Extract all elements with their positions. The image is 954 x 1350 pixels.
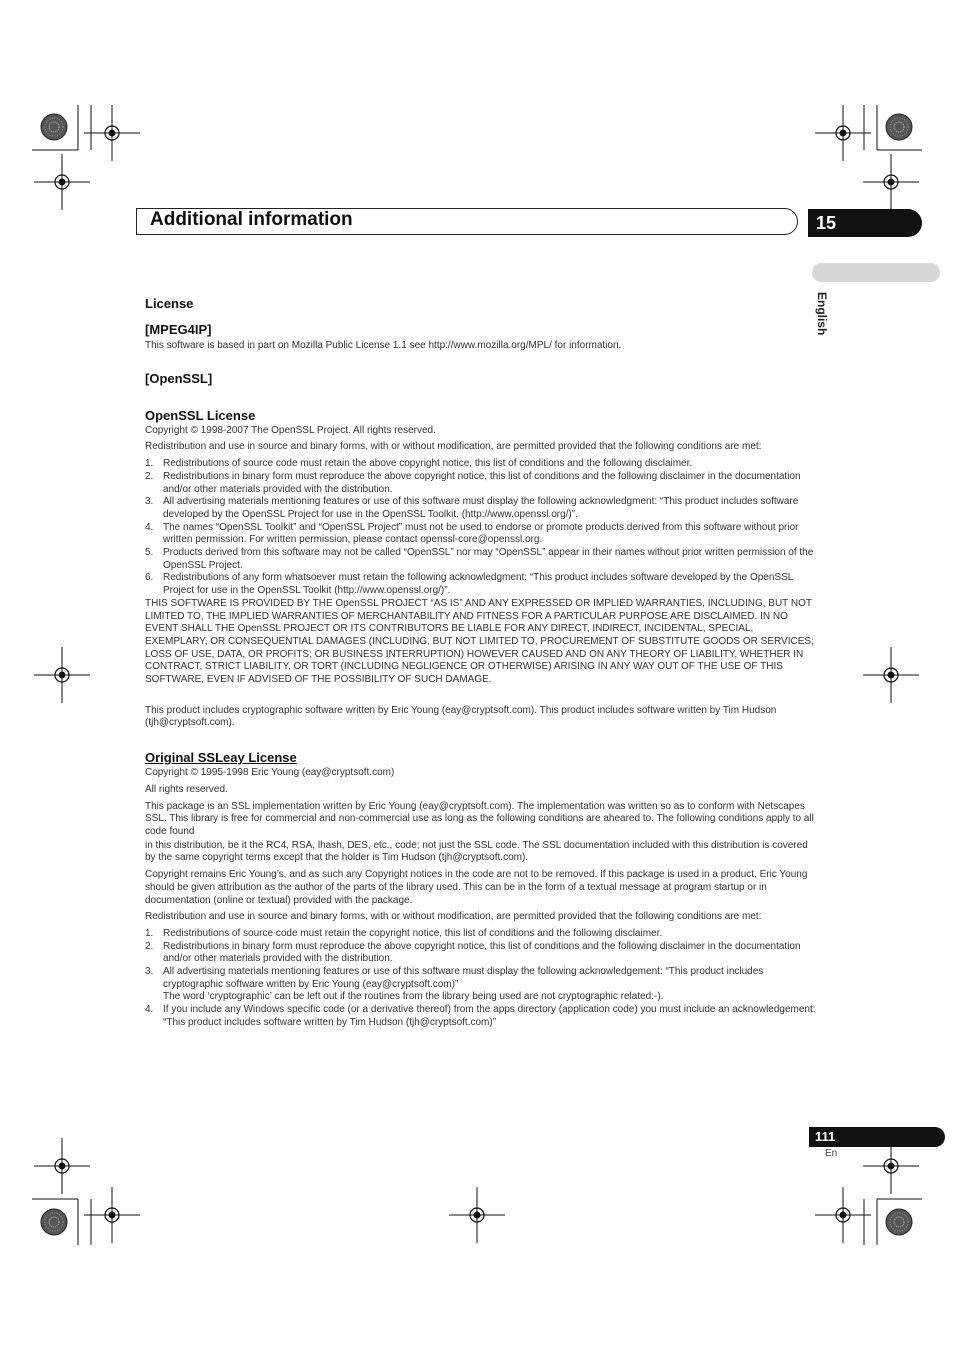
openssl-disclaimer: THIS SOFTWARE IS PROVIDED BY THE OpenSSL PROJECT “AS IS” AND ANY EXPRESSED OR IMPLIED WARRANTIES, INCLUDING, BUT NOT LIMITED TO, THE IMPLIED WARRANTIES OF MERCHANTABILITY AND FITNESS FOR A PARTICULAR PURPOSE ARE DISCLAIMED. IN NO EVENT SHALL THE OpenSSL PROJECT OR ITS CONTRIBUTORS BE LIABLE FOR ANY DIRECT, INDIRECT, INCIDENTAL, SPECIAL, EXEMPLARY, OR CONSEQUENTIAL DAMAGES (INCLUDING, BUT NOT LIMITED TO, PROCUREMENT OF SUBSTITUTE GOODS OR SERVICES; LOSS OF USE, DATA, OR PROFITS; OR BUSINESS INTERRUPTION) HOWEVER CAUSED AND ON ANY THEORY OF LIABILITY, WHETHER IN CONTRACT, STRICT LIABILITY, OR TORT (INCLUDING NEGLIGENCE OR OTHERWISE) ARISING IN ANY WAY OUT OF THE USE OF THIS SOFTWARE, EVEN IF ADVISED OF THE POSSIBILITY OF SUCH DAMAGE. <box>145 597 814 686</box>
page-language-code: En <box>825 1148 838 1159</box>
list-item: 1. Redistributions of source code must retain the copyright notice, this list of conditions and the following disclaimer. <box>145 927 663 939</box>
list-item: 4. If you include any Windows specific code (or a derivative thereof) from the apps directory (application code) you must include an acknowledgement: “This product includes software written by Tim Hudson (tjh@cryptsoft.com)” <box>145 1004 816 1028</box>
page-title: Additional information <box>150 209 353 230</box>
ssleay-intro: Redistribution and use in source and binary forms, with or without modification, are permitted provided that the following conditions are met: <box>145 911 762 923</box>
ssleay-paragraph-1: This package is an SSL implementation written by Eric Young (eay@cryptsoft.com). The implementation was written so as to conform with Netscapes SSL. This library is free for commercial and non-commercial use as long as the following conditions are aheared to. The following conditions apply to all code found <box>145 800 814 837</box>
mpeg4ip-heading: [MPEG4IP] <box>145 322 212 337</box>
chapter-badge: 15 <box>808 209 922 237</box>
list-item: 2. Redistributions in binary form must reproduce the above copyright notice, this list of conditions and the following disclaimer in the documentation and/or other materials provided with the distribution. <box>145 940 801 965</box>
list-item: 6. Redistributions of any form whatsoever must retain the following acknowledgment: “This product includes software developed by the OpenSSL Project for use in the OpenSSL Toolkit (http://www.openssl.org/)”. <box>145 572 793 597</box>
license-heading: License <box>145 296 194 311</box>
ssleay-conditions-list <box>145 928 817 1030</box>
list-item: 5. Products derived from this software may not be called “OpenSSL” nor may “OpenSSL” appear in their names without prior written permission of the OpenSSL Project. <box>145 547 814 571</box>
ssleay-paragraph-3: Copyright remains Eric Young’s, and as such any Copyright notices in the code are not to be removed. If this package is used in a product, Eric Young should be given attribution as the author of the parts of the library used. This can be in the form of a textual message at program startup or in documentation (online or textual) provided with the package. <box>145 869 808 906</box>
ssleay-heading: Original SSLeay License <box>145 750 297 766</box>
openssl-license-heading: OpenSSL License <box>145 407 256 423</box>
list-item: 4. The names “OpenSSL Toolkit” and “OpenSSL Project” must not be used to endorse or promote products derived from this software without prior written permission. For written permission, please contact openssl-core@openssl.org. <box>145 521 799 546</box>
list-item: 3. All advertising materials mentioning features or use of this software must display the following acknowledgement: “This product includes cryptographic software written by Eric Young (eay@cryptsoft.com)” The word ‘cryptographic’ can be left out if the routines from the library being used are not cryptographic related:-). <box>145 966 764 1003</box>
ssleay-rights: All rights reserved. <box>145 783 228 795</box>
list-item: 1. Redistributions of source code must retain the above copyright notice, this list of conditions and the following disclaimer. <box>145 458 693 470</box>
list-item: 3. All advertising materials mentioning features or use of this software must display the following acknowledgment: “This product includes software developed by the OpenSSL Project for use in the OpenSSL Toolkit. (http://www.openssl.org/)”. <box>145 496 799 520</box>
ssleay-paragraph-2: in this distribution, be it the RC4, RSA, lhash, DES, etc., code; not just the SSL code. The SSL documentation included with this distribution is covered by the same copyright terms except that the holder is Tim Hudson (tjh@cryptsoft.com). <box>145 839 808 864</box>
language-label: English <box>815 292 829 336</box>
main-content <box>145 296 817 1030</box>
openssl-conditions-list <box>145 458 817 598</box>
language-tab <box>812 263 940 282</box>
page-number-badge: 111 <box>809 1127 945 1147</box>
list-item: 2. Redistributions in binary form must reproduce the above copyright notice, this list of conditions and the following disclaimer in the documentation and/or other materials provided with the distribution. <box>145 470 801 495</box>
openssl-copyright: Copyright © 1998-2007 The OpenSSL Project. All rights reserved. <box>145 424 436 436</box>
openssl-intro: Redistribution and use in source and binary forms, with or without modification, are permitted provided that the following conditions are met: <box>145 441 762 453</box>
ssleay-copyright: Copyright © 1995-1998 Eric Young (eay@cryptsoft.com) <box>145 767 395 779</box>
openssl-crypto-note: This product includes cryptographic software written by Eric Young (eay@cryptsoft.com). This product includes software written by Tim Hudson (tjh@cryptsoft.com). <box>145 704 777 729</box>
openssl-bracket-heading: [OpenSSL] <box>145 370 213 386</box>
mpeg4ip-text: This software is based in part on Mozilla Public License 1.1 see http://www.mozilla.org/MPL/ for information. <box>145 340 622 351</box>
